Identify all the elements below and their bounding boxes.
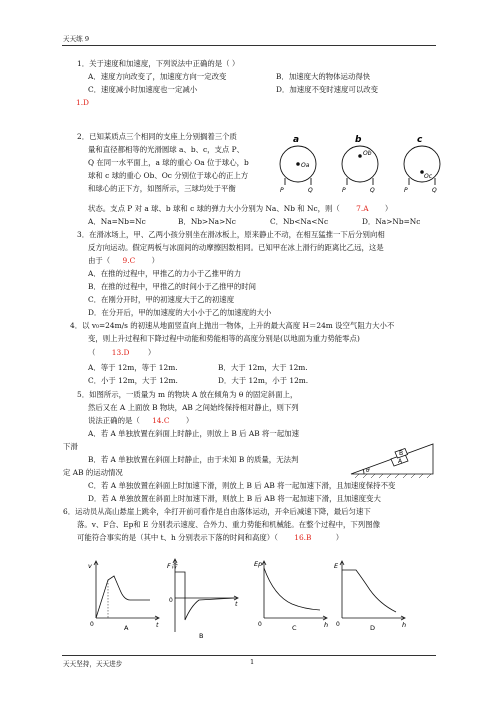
- page-number: 1: [250, 658, 255, 666]
- header-title: 天天练 9: [63, 35, 90, 43]
- q2-line-4: 球和 c 球的重心 Ob、Oc 分别位于球心的正上方: [88, 171, 249, 180]
- graph-d-x-label: h: [402, 621, 407, 629]
- support-q-b: Q: [370, 187, 375, 194]
- block-b-label: B: [399, 450, 404, 457]
- q3-line-3: [88, 256, 159, 265]
- q6-line-3-close: ）: [335, 533, 344, 542]
- support-p-c: P: [404, 187, 408, 194]
- q5-option-a-line-2: 下滑: [63, 442, 78, 451]
- q4-option-c: C．小于 12m，大于 12m.: [88, 376, 178, 385]
- support-p-a: P: [280, 187, 284, 194]
- q3-answer: 9.C: [122, 256, 136, 265]
- q1-answer: 1.D: [76, 98, 89, 107]
- graph-a-label: A: [124, 624, 129, 632]
- q1-option-b: B．加速度大的物体运动得快: [276, 72, 371, 81]
- q5-line-3-text: 说法正确的是（: [88, 416, 140, 425]
- q2-option-c: C．Nb<Na<Nc: [270, 217, 329, 226]
- graph-d-curve: [342, 570, 396, 612]
- graph-a: [84, 556, 164, 634]
- q3-option-c: C．在刚分开时，甲的初速度大于乙的初速度: [88, 295, 235, 304]
- q2-balls-figure: [272, 128, 448, 194]
- q5-line-3-close: ）: [185, 416, 194, 425]
- theta-label: θ: [366, 467, 370, 474]
- q3-line-3-text: 由于（: [88, 256, 111, 265]
- graph-d-y-label: E: [334, 562, 339, 570]
- header-rule: [62, 45, 436, 46]
- q2-line-1: 2．已知某质点三个相同的支座上分别搁着三个质: [77, 132, 237, 141]
- q5-option-b-line-2: 定 AB 的运动情况: [63, 468, 123, 477]
- q5-answer: 14.C: [152, 416, 170, 425]
- graph-c-y-label: Ep: [254, 560, 263, 568]
- q6-line-1: 6．运动员从高山悬崖上跳伞，伞打开前可看作是自由落体运动，开伞后减速下降，最后匀速下: [63, 507, 371, 516]
- q5-option-d: D．若 A 单独放置在斜面上时加速下滑，则放上 B 后 AB 将一起加速下滑，且加速度变大: [88, 494, 381, 503]
- graph-c-label: C: [292, 624, 297, 632]
- q5-line-2: 然后又在 A 上面放 B 物块，AB 之间始终保持相对静止，则下列: [88, 403, 299, 412]
- graph-a-y-label: v: [88, 562, 92, 570]
- q5-line-1: 5．如图所示，一质量为 m 的物块 A 放在倾角为 θ 的固定斜面上，: [77, 390, 298, 399]
- support-q-a: Q: [308, 187, 313, 194]
- q5-option-b-line-1: B．若 A 单独放置在斜面上时静止，由于未知 B 的质量，无法判: [88, 455, 299, 464]
- support-q-c: Q: [432, 187, 437, 194]
- q6-line-3: [77, 533, 343, 542]
- q3-line-2: 反方向运动。假定两板与冰面间的动摩擦因数相同。已知甲在冰上滑行的距离比乙远，这是: [88, 243, 384, 252]
- q4-line-1: 4．以 v₀=24m/s 的初速从地面竖直向上抛出一物体，上升的最大高度 H＝24m 设空气阻力大小不: [70, 321, 395, 330]
- q4-line-3: [88, 348, 155, 357]
- q4-line-3-open: （: [88, 348, 96, 357]
- q4-line-2: 变，则上升过程和下降过程中动能和势能相等的高度分别是(以地面为重力势能零点): [88, 334, 360, 343]
- ball-b-label: b: [355, 135, 362, 145]
- graph-c-origin: 0: [258, 621, 262, 628]
- graph-b-label: B: [199, 632, 204, 640]
- q5-option-a-line-1: A．若 A 单独放置在斜面上时静止，则放上 B 后 AB 将一起加速: [88, 429, 299, 438]
- q2-line-3: Q 在同一水平面上，a 球的重心 Oa 位于球心，b: [88, 158, 249, 167]
- support-p-b: P: [342, 187, 346, 194]
- graph-b-curve: [175, 572, 235, 620]
- graph-c-curve: [264, 568, 320, 610]
- q6-line-3-text: 可能符合事实的是（其中 t、h 分别表示下落的时间和高度）（: [77, 533, 278, 542]
- graph-b-x-label: t: [235, 600, 238, 608]
- graph-b-origin: 0: [169, 597, 173, 604]
- q2-option-b: B．Nb>Na>Nc: [178, 217, 236, 226]
- graph-a-origin: 0: [90, 621, 94, 628]
- q3-option-a: A．在推的过程中，甲推乙的力小于乙推甲的力: [88, 269, 242, 278]
- q2-line-5: 和球心的正下方，如图所示，三球均处于平衡: [88, 184, 236, 193]
- q3-option-b: B．在推的过程中，甲推乙的时间小于乙推甲的时间: [88, 282, 257, 291]
- q6-line-2: 落。v、F合、Ep和 E 分别表示速度、合外力、重力势能和机械能。在整个过程中，下列图像: [77, 520, 380, 529]
- q2-line-2: 量和直径都相等的光滑圆球 a、b、c，支点 P、: [88, 145, 244, 154]
- graph-d: [330, 556, 410, 634]
- q5-line-3: [88, 416, 193, 425]
- q1-option-c: C．速度减小时加速度也一定减小: [88, 85, 198, 94]
- footer-text: 天天坚持，天天进步: [63, 660, 123, 668]
- q6-answer: 16.B: [294, 533, 312, 542]
- ball-a-center-label: Oa: [301, 162, 310, 169]
- q4-answer: 13.D: [111, 348, 130, 357]
- q2-option-a: A．Na=Nb=Nc: [88, 217, 146, 226]
- q2-line-6-text: 状态。支点 P 对 a 球、b 球和 c 球的弹力大小分别为 Na、Nb 和 Nc，则（: [88, 204, 340, 213]
- q4-option-b: B．大于 12m，大于 12m.: [218, 363, 308, 372]
- q4-option-a: A．等于 12m，等于 12m.: [88, 363, 178, 372]
- block-a-label: A: [398, 458, 403, 465]
- q2-line-6-close: ）: [384, 204, 393, 213]
- graph-b: [165, 554, 245, 640]
- graph-d-label: D: [370, 624, 376, 632]
- ball-a-label: a: [293, 135, 300, 145]
- q1-option-a: A．速度方向改变了，加速度方向一定改变: [88, 72, 227, 81]
- graph-c-x-label: h: [324, 621, 329, 629]
- graph-a-curve: [96, 576, 150, 618]
- q2-line-6: [88, 204, 392, 213]
- ball-c-circle: [404, 146, 440, 182]
- q1-option-d: D．加速度不变时速度可以改变: [276, 85, 379, 94]
- graph-a-x-label: t: [156, 621, 159, 629]
- graph-c: [252, 556, 332, 634]
- q1-stem: 1．关于速度和加速度，下列说法中正确的是（ ）: [77, 59, 240, 68]
- q3-line-1: 3．在滑冰场上，甲、乙两小孩分别坐在滑冰板上，原来静止不动，在相互猛推一下后分别向相: [77, 230, 385, 239]
- q5-incline-figure: [347, 430, 437, 480]
- graph-b-y-label: F合: [167, 562, 178, 570]
- ball-c-center-label: Oc: [424, 173, 433, 180]
- q4-option-d: D．大于 12m，小于 12m.: [218, 376, 309, 385]
- graph-d-origin: 0: [336, 621, 340, 628]
- ball-b-center-label: Ob: [363, 150, 372, 157]
- ball-c-label: c: [417, 135, 423, 145]
- ball-b-circle: [342, 146, 378, 182]
- q5-option-c: C．若 A 单独放置在斜面上时加速下滑，则放上 B 后 AB 将一起加速下滑，且加速度保持不变: [88, 481, 396, 490]
- footer-rule: [62, 655, 436, 656]
- q3-line-3-close: ）: [151, 256, 160, 265]
- q3-option-d: D．在分开后，甲的加速度的大小小于乙的加速度的大小: [88, 308, 272, 317]
- q4-line-3-close: ）: [147, 348, 156, 357]
- q2-option-d: D．Na>Nb=Nc: [362, 217, 421, 226]
- q2-answer: 7.A: [356, 204, 369, 213]
